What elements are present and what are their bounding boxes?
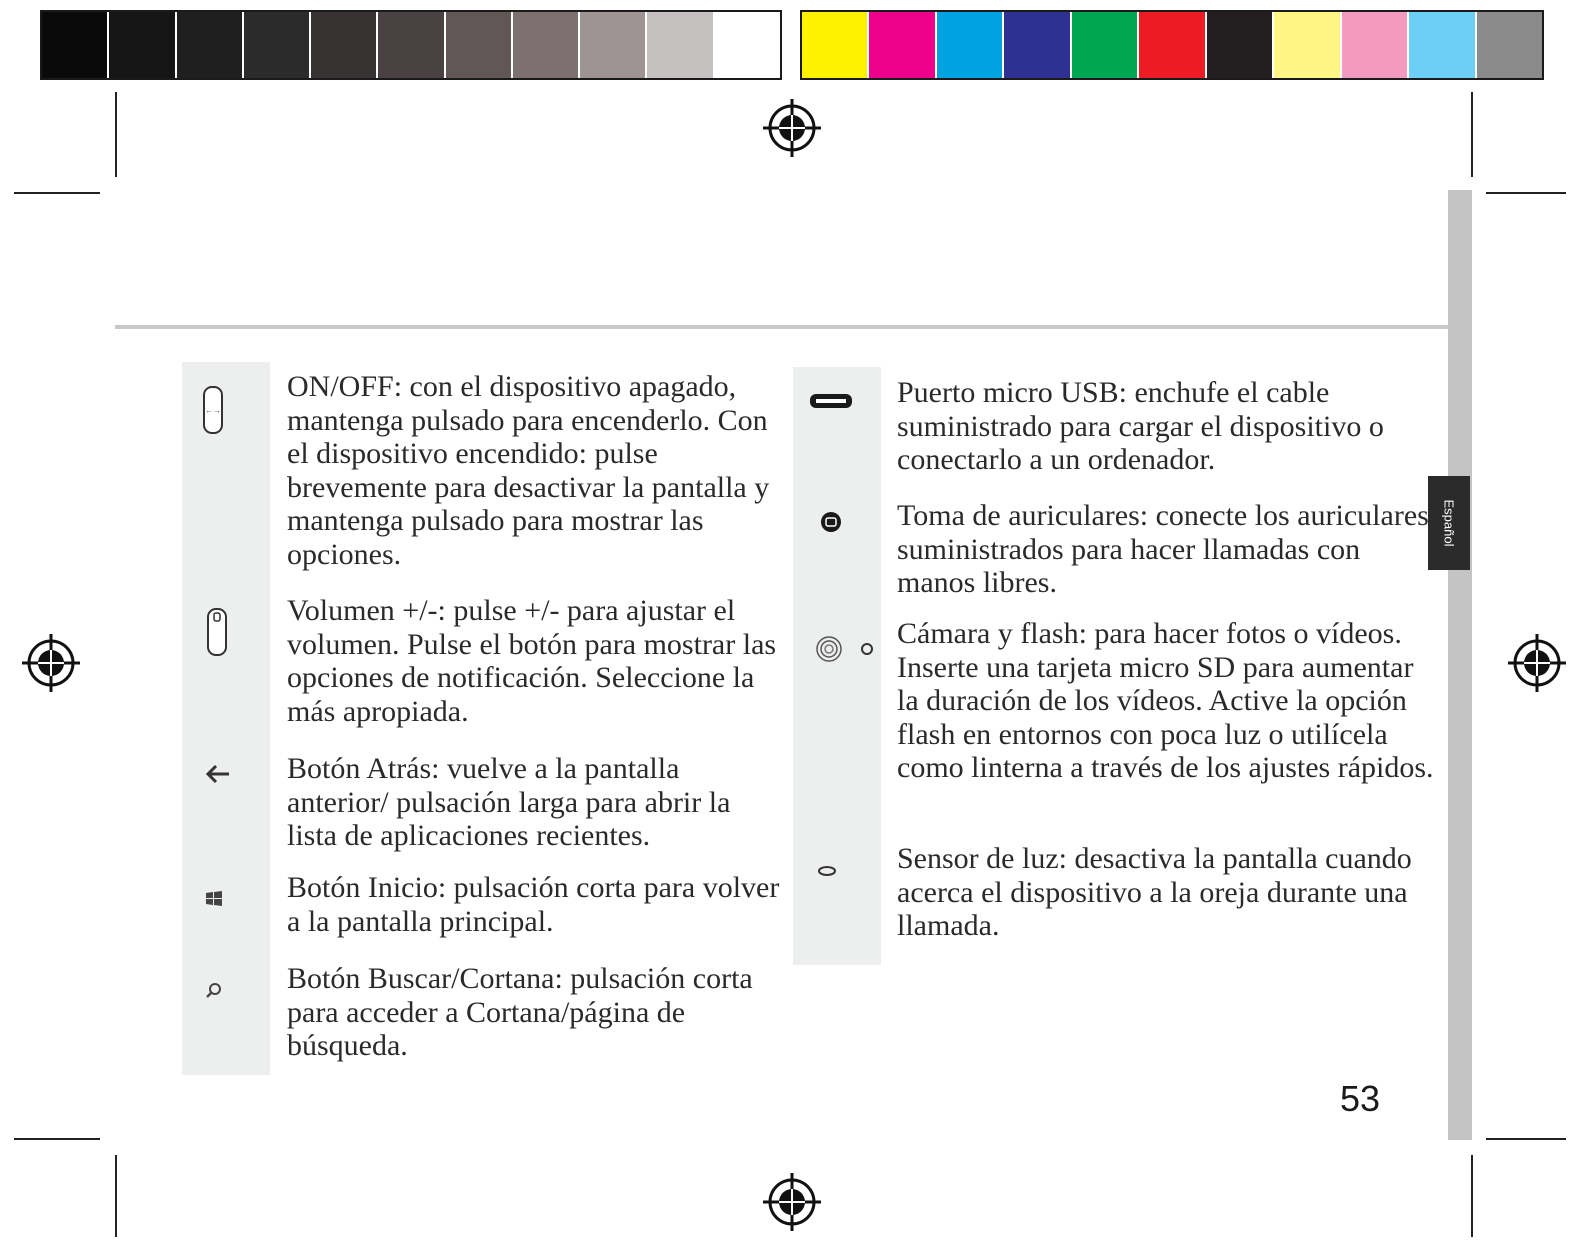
search-button-description: Botón Buscar/Cortana: pulsación corta para acceder a Cortana/página de búsqueda. [287,962,753,1062]
volume-button-icon [205,607,229,657]
color-swatch [1207,12,1274,78]
color-swatch [1274,12,1341,78]
micro-usb-description: Puerto micro USB: enchufe el cable suministrado para cargar el dispositivo o conectarlo a un ordenador. [897,376,1384,476]
windows-logo-icon [205,890,223,908]
registration-mark-icon [761,97,823,159]
color-swatch [42,12,109,78]
side-margin-bar [1448,190,1472,1140]
camera-flash-description: Cámara y flash: para hacer fotos o vídeos. Inserte una tarjeta micro SD para aumentar la duración de los vídeos. Active la opción flash en entornos con poca luz o utilícela como linterna a través de los ajustes rápidos. [897,617,1434,784]
crop-mark [115,1155,117,1237]
crop-mark [1486,192,1566,194]
crop-mark [115,92,117,177]
power-button-description: ON/OFF: con el dispositivo apagado, mantenga pulsado para encenderlo. Con el dispositivo encendido: pulse brevemente para desactivar la pantalla y mantenga pulsado para mostrar las opciones. [287,370,770,571]
light-sensor-description: Sensor de luz: desactiva la pantalla cuando acerca el dispositivo a la oreja durante una llamada. [897,842,1412,942]
camera-flash-icon [814,634,876,664]
headphone-jack-icon [819,510,843,534]
crop-mark [1486,1138,1566,1140]
color-swatch [580,12,647,78]
color-swatch [1004,12,1071,78]
color-swatch [177,12,244,78]
home-button-description: Botón Inicio: pulsación corta para volver a la pantalla principal. [287,871,780,938]
color-swatch [715,12,780,78]
color-swatch [378,12,445,78]
grayscale-color-bar [40,10,782,80]
headphone-jack-description: Toma de auriculares: conecte los auriculares suministrados para hacer llamadas con manos libres. [897,499,1429,599]
color-swatch [1477,12,1542,78]
color-swatch [446,12,513,78]
color-swatch [1409,12,1476,78]
volume-button-description: Volumen +/-: pulse +/- para ajustar el volumen. Pulse el botón para mostrar las opciones de notificación. Seleccione la más apropiada. [287,594,777,728]
registration-mark-icon [761,1171,823,1233]
micro-usb-port-icon [808,392,854,410]
color-swatch [869,12,936,78]
crop-mark [14,1138,100,1140]
process-color-bar [800,10,1544,80]
color-swatch [109,12,176,78]
color-swatch [1139,12,1206,78]
crop-mark [1471,92,1473,177]
registration-mark-icon [20,632,82,694]
svg-text:←→: ←→ [205,406,221,415]
color-swatch [937,12,1004,78]
light-sensor-icon [817,865,837,877]
search-icon [205,982,223,1000]
color-swatch [311,12,378,78]
back-button-description: Botón Atrás: vuelve a la pantalla anterior/ pulsación larga para abrir la lista de aplicaciones recientes. [287,752,731,852]
color-swatch [1072,12,1139,78]
power-button-icon [201,385,225,435]
left-icon-column [182,362,270,1075]
page-number: 53 [1340,1078,1381,1119]
right-icon-column [793,367,881,965]
registration-mark-icon [1506,632,1568,694]
back-arrow-icon [204,763,232,785]
color-swatch [513,12,580,78]
color-swatch [647,12,714,78]
language-tab-label: Español [1441,499,1457,547]
color-swatch [802,12,869,78]
header-rule [115,325,1450,329]
color-swatch [244,12,311,78]
crop-mark [1471,1155,1473,1237]
color-swatch [1342,12,1409,78]
crop-mark [14,192,100,194]
